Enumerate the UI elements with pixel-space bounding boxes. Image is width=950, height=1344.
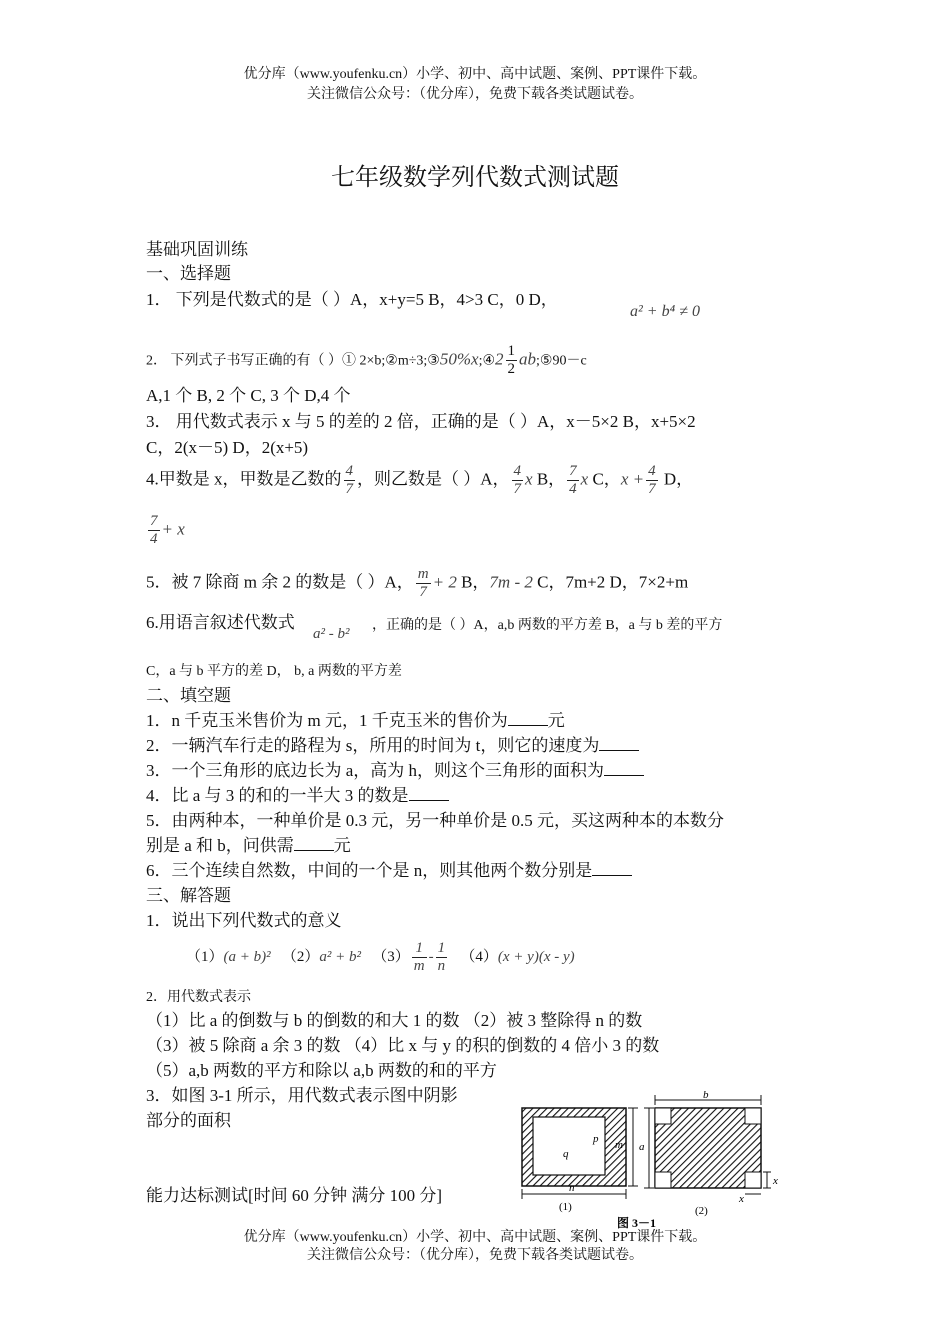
p3-q3-line1: 3．如图 3-1 所示，用代数式表示图中阴影 [146,1086,458,1105]
p1-q3-line1: 3． 用代数式表示 x 与 5 的差的 2 倍，正确的是（ ）A，x－5×2 B，x+5×2 [146,412,696,431]
frac-b: $\frac{7}{4}$ [569,463,577,497]
p1-q1: 1． 下列是代数式的是（ ）A，x+y=5 B，4>3 C，0 D， [146,290,558,309]
label-x-side: x [773,1175,778,1187]
p1-q6: 6.用语言叙述代数式 [146,613,295,632]
frac-c: $\frac{4}{7}$ [648,463,656,497]
figure-caption: 图 3－1 [617,1216,657,1230]
answer-blank [592,861,632,876]
footer-line-1: 优分库（www.youfenku.cn）小学、初中、高中试题、案例、PPT课件下载。 [243,1230,707,1245]
p3-q1: 1．说出下列代数式的意义 [146,911,342,930]
p3-q2-row2: （3）被 5 除商 a 余 3 的数 （4）比 x 与 y 的积的倒数的 4 倍小 3 的数 [146,1036,660,1055]
label-q: q [563,1148,569,1160]
p2-q1: 1．n 千克玉米售价为 m 元，1 千克玉米的售价为 元 [146,711,565,730]
label-m: m [615,1139,623,1151]
p1-q2: 2． 下列式子书写正确的有（ ）① 2×b;②m÷3;③50%x;④2 $\frac{1}{2}$ ab;⑤90－c [146,343,587,377]
figure-3-1 [515,1090,785,1230]
answer-blank [599,736,639,751]
answer-blank [409,786,449,801]
p1-q3-line2: C，2(x－5) D，2(x+5) [146,438,309,457]
figure-1 [522,1108,638,1213]
p1-q1-math: a² + b⁴ ≠ 0 [630,303,700,320]
part2-heading: 二、填空题 [146,686,231,705]
p2-q6: 6．三个连续自然数，中间的一个是 n，则其他两个数分别是 [146,861,632,881]
p1-q6-tail: ，正确的是（ ）A，a,b 两数的平方差 B，a 与 b 差的平方 [372,618,723,633]
frac-1-m: $\frac{1}{m}$ [413,940,425,974]
section-basic: 基础巩固训练 [146,240,248,259]
caption-1: (1) [559,1201,572,1213]
caption-2: (2) [695,1205,708,1217]
label-p: p [593,1133,599,1145]
frac-4-7: $\frac{4}{7}$ [345,463,353,497]
p3-q1-items: （1）(a + b)² （2）a² + b² （3） $\frac{1}{m}$ - $\frac{1}{n}$ （4）(x + y)(x - y) [186,940,575,974]
answer-blank [508,711,548,726]
p1-q5: 5．被 7 除商 m 余 2 的数是（ ）A， $\frac{m}{7}$ + 2 B，7m - 2 C，7m+2 D，7×2+m [146,566,689,600]
frac-d: $\frac{7}{4}$ [150,513,158,547]
p3-q2: 2．用代数式表示 [146,990,251,1005]
p2-q5-line2: 别是 a 和 b，问供需 元 [146,836,351,855]
label-n: n [569,1182,575,1194]
frac-m-7: $\frac{m}{7}$ [417,566,429,600]
part1-heading: 一、选择题 [146,264,231,283]
p3-q2-row1: （1）比 a 的倒数与 b 的倒数的和大 1 的数 （2）被 3 整除得 n 的数 [146,1011,643,1030]
p1-q4-d: $\frac{7}{4}$ + x [150,513,185,547]
p1-q6-line2: C，a 与 b 平方的差 D， b, a 两数的平方差 [146,664,402,679]
p2-q3: 3．一个三角形的底边长为 a，高为 h，则这个三角形的面积为 [146,761,644,781]
p2-q4: 4．比 a 与 3 的和的一半大 3 的数是 [146,786,449,806]
page-title: 七年级数学列代数式测试题 [331,165,619,191]
p3-q2-row3: （5）a,b 两数的平方和除以 a,b 两数的和的平方 [146,1061,497,1080]
p2-q5-line1: 5．由两种本，一种单价是 0.3 元，另一种单价是 0.5 元，买这两种本的本数分 [146,811,724,830]
p2-q2: 2．一辆汽车行走的路程为 s，所用的时间为 t，则它的速度为 [146,736,639,756]
p1-q2-options: A,1 个 B, 2 个 C, 3 个 D,4 个 [146,386,351,405]
footer-line-2: 关注微信公众号：（优分库），免费下载各类试题试卷。 [307,1248,643,1263]
answer-blank [294,836,334,851]
label-x-bottom: x [739,1193,744,1205]
part3-heading: 三、解答题 [146,886,231,905]
label-a: a [639,1141,645,1153]
ability-test-heading: 能力达标测试[时间 60 分钟 满分 100 分] [146,1186,443,1205]
p1-q4: 4.甲数是 x，甲数是乙数的 $\frac{4}{7}$ ，则乙数是（ ）A， $\frac{4}{7}$ x B， $\frac{7}{4}$ x C，x + $\frac{4}{7}$ D， [146,463,694,497]
header-line-2: 关注微信公众号：（优分库），免费下载各类试题试卷。 [307,87,643,102]
answer-blank [604,761,644,776]
frac-half: $\frac{1}{2}$ [507,343,516,377]
figure-2 [639,1090,778,1217]
frac-a: $\frac{4}{7}$ [513,463,522,497]
header-line-1: 优分库（www.youfenku.cn）小学、初中、高中试题、案例、PPT课件下载。 [243,67,707,82]
p3-q3-line2: 部分的面积 [146,1111,231,1130]
frac-1-n: $\frac{1}{n}$ [437,940,446,974]
label-b: b [703,1090,709,1101]
p1-q6-math: a² - b² [313,626,350,642]
